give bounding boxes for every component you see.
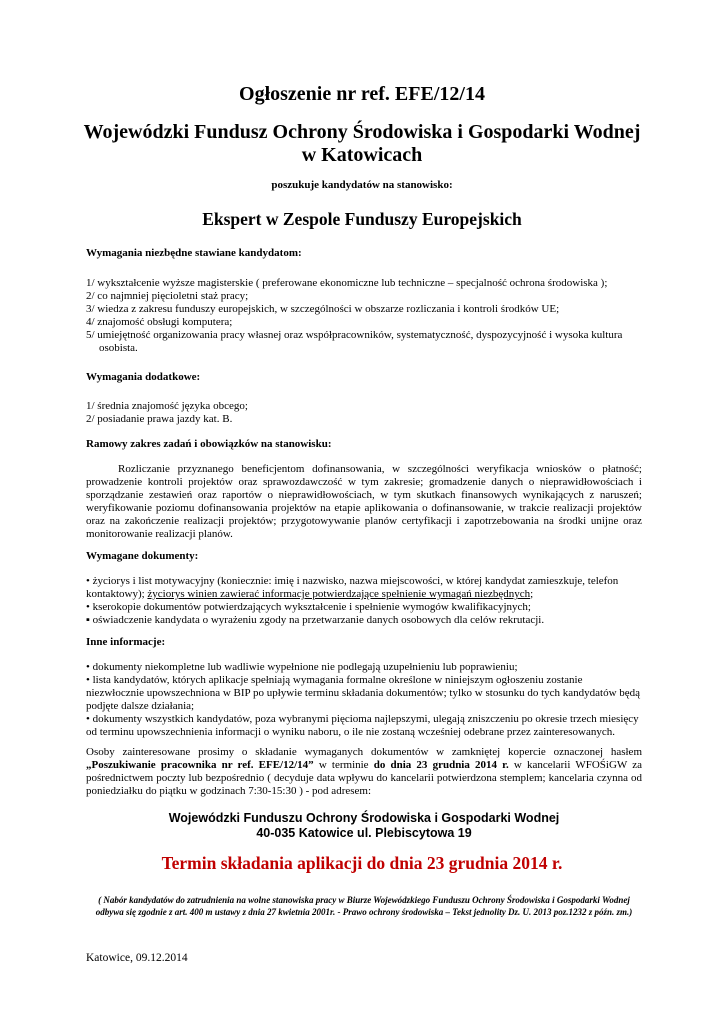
list-item: 4/ znajomość obsługi komputera; [86, 316, 233, 329]
list-item [86, 575, 642, 601]
announcement-ref: Ogłoszenie nr ref. EFE/12/14 [239, 83, 485, 105]
address-block [86, 811, 642, 841]
organization-name-line1: Wojewódzki Fundusz Ochrony Środowiska i Gospodarki Wodnej [83, 121, 641, 143]
submission-text [86, 746, 642, 798]
list-item: 1/ średnia znajomość języka obcego; [86, 400, 248, 412]
list-item: 2/ posiadanie prawa jazdy kat. B. [86, 413, 233, 426]
document-item-end: ; [530, 588, 534, 601]
required-list [86, 277, 642, 356]
seeking-text: poszukuje kandydatów na stanowisko: [271, 179, 453, 191]
duties-text: Rozliczanie przyznanego beneficjentom dofinansowania, w szczególności weryfikacja wniosków o płatność; prowadzenie kontroli projektów oraz sprawozdawczość w tym zakresie; gromadzenie danych o nieprawidłowościach i sporządzanie zestawień oraz raportów o nieprawidłowościach, w tym skutkach finansowych wynikających z naruszeń; weryfikowanie poziomu dofinansowania projektów na etapie aplikowania o dofinansowanie, w trakcie realizacji projektów oraz na zakończenie realizacji projektów; przygotowywanie planów certyfikacji i zapotrzebowania na środki unijne oraz monitorowanie realizacji planów. [86, 463, 642, 541]
other-list [86, 661, 642, 740]
documents-list [86, 575, 642, 627]
list-item: • lista kandydatów, których aplikacje spełniają wymagania formalne określone w niniejszym ogłoszeniu zostanie niezwłocznie upowszechniona w BIP po upływie terminu składania dokumentów; tylko w stosunku do tych kandydatów będą podjęte dalsze działania; [86, 674, 641, 713]
document-item-text: • życiorys i list motywacyjny (koniecznie: imię i nazwisko, nazwa miejscowości, w której kandydat zamieszkuje, telefon kontaktowy); [86, 575, 619, 601]
list-item: 3/ wiedza z zakresu funduszy europejskich, w szczególności w obszarze rozliczania i kontroli środków UE; [86, 303, 560, 316]
position-title: Ekspert w Zespole Funduszy Europejskich [202, 209, 522, 229]
list-item: • kserokopie dokumentów potwierdzających wykształcenie i spełnienie wymogów kwalifikacyjnych; [86, 601, 531, 614]
submission-deadline: do dnia 23 grudnia 2014 r. [373, 759, 509, 772]
required-heading: Wymagania niezbędne stawiane kandydatom: [86, 247, 302, 259]
deadline-banner: Termin składania aplikacji do dnia 23 grudnia 2014 r. [161, 853, 563, 873]
address-line2: 40-035 Katowice ul. Plebiscytowa 19 [256, 826, 472, 840]
list-item: 5/ umiejętność organizowania pracy własnej oraz współpracowników, systematyczność, dyspozycyjność i wysoka kultura osobista. [86, 329, 623, 355]
document-item-underlined: życiorys winien zawierać informacje potwierdzające spełnienie wymagań niezbędnych [147, 588, 531, 601]
submission-keyword: „Poszukiwanie pracownika nr ref. EFE/12/14” [86, 759, 314, 772]
list-item: 1/ wykształcenie wyższe magisterskie ( preferowane ekonomiczne lub techniczne – specjalność ochrona środowiska ); [86, 277, 608, 289]
submission-intro: Osoby zainteresowane prosimy o składanie wymaganych dokumentów w zamkniętej kopercie oznaczonej hasłem [86, 746, 642, 758]
additional-heading: Wymagania dodatkowe: [86, 371, 201, 383]
submission-part2: w terminie [313, 759, 374, 772]
list-item: • dokumenty wszystkich kandydatów, poza wybranymi pięcioma najlepszymi, ulegają zniszczeniu po okresie trzech miesięcy od terminu upowszechnienia informacji o wyniku naboru, o ile nie zostaną wcześniej odebrane przez zainteresowanych. [86, 713, 639, 739]
organization-name [60, 121, 664, 167]
organization-name-line2: w Katowicach [301, 144, 423, 166]
list-item: • dokumenty niekompletne lub wadliwie wypełnione nie podlegają uzupełnieniu lub poprawieniu; [86, 661, 518, 673]
list-item: ▪ oświadczenie kandydata o wyrażeniu zgody na przetwarzanie danych osobowych dla celów rekrutacji. [86, 614, 545, 627]
documents-heading: Wymagane dokumenty: [86, 550, 199, 562]
address-line1: Wojewódzki Funduszu Ochrony Środowiska i Gospodarki Wodnej [168, 811, 560, 825]
duties-heading: Ramowy zakres zadań i obowiązków na stanowisku: [86, 438, 332, 450]
legal-note: ( Nabór kandydatów do zatrudnienia na wolne stanowiska pracy w Biurze Wojewódzkiego Funduszu Ochrony Środowiska i Gospodarki Wodnej odbywa się zgodnie z art. 400 m ustawy z dnia 27 kwietnia 2001r. - Prawo ochrony środowiska – Tekst jednolity Dz. U. 2013 poz.1232 z późn. zm.) [95, 895, 633, 917]
additional-list [86, 400, 642, 426]
other-heading: Inne informacje: [86, 636, 166, 648]
list-item: 2/ co najmniej pięcioletni staż pracy; [86, 290, 249, 303]
place-date: Katowice, 09.12.2014 [86, 952, 188, 964]
submission-part3: w kancelarii WFOŚiGW za pośrednictwem poczty lub bezpośrednio ( decyduje data wpływu do kancelarii potwierdzona stemplem; kancelaria czynna od poniedziałku do piątku w godzinach 7:30-15:30 ) - pod adresem: [86, 759, 642, 798]
